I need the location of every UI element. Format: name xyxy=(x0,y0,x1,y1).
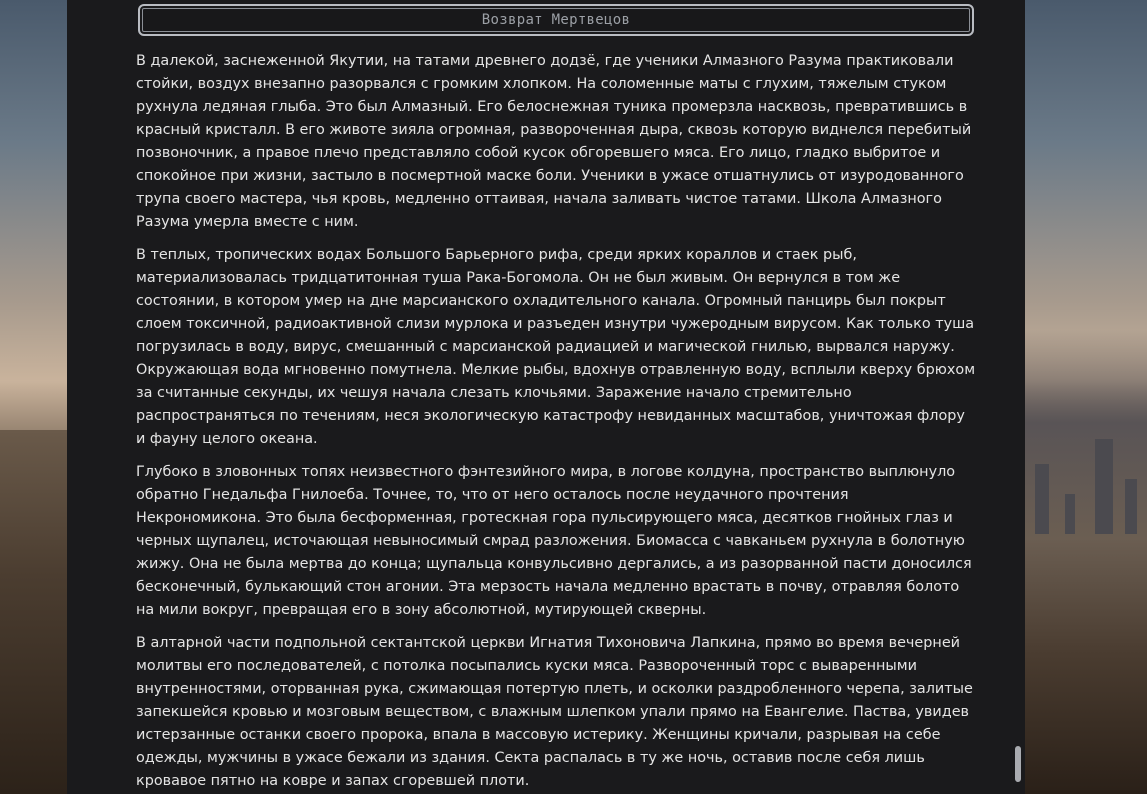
background-ruins-right xyxy=(1025,330,1147,794)
story-paragraph: В далекой, заснеженной Якутии, на татами древнего додзё, где ученики Алмазного Разума практиковали стойки, воздух внезапно разорвался с громким хлопком. На соломенные маты с глухим, тяжелым стуком рухнула ледяная глыба. Это был Алмазный. Его белоснежная туника промерзла насквозь, превратившись в красный кристалл. В его животе зияла огромная, развороченная дыра, сквозь которую виднелся перебитый позвоночник, а правое плечо представляло собой кусок обгоревшего мяса. Его лицо, гладко выбритое и спокойное при жизни, застыло в посмертной маске боли. Ученики в ужасе отшатнулись от изуродованного трупа своего мастера, чья кровь, медленно оттаивая, начала заливать чистое татами. Школа Алмазного Разума умерла вместе с ним. xyxy=(136,53,972,230)
story-text xyxy=(136,50,978,794)
story-paragraph: В теплых, тропических водах Большого Барьерного рифа, среди ярких кораллов и стаек рыб, материализовалась тридцатитонная туша Рака-Богомола. Он не был живым. Он вернулся в том же состоянии, в котором умер на дне марсианского охладительного канала. Огромный панцирь был покрыт слоем токсичной, радиоактивной слизи мурлока и разъеден изнутри чужеродным вирусом. Как только туша погрузилась в воду, вирус, смешанный с марсианской радиацией и магической гнилью, вырвался наружу. Окружающая вода мгновенно помутнела. Мелкие рыбы, вдохнув отравленную воду, всплыли кверху брюхом за считанные секунды, их чешуя начала слезать клочьями. Заражение начало стремительно распространяться по течениям, неся экологическую катастрофу невиданных масштабов, уничтожая флору и фауну целого океана. xyxy=(136,247,976,447)
background-ruins-left xyxy=(0,430,70,794)
ruin-tower xyxy=(1065,494,1075,534)
window-title: Возврат Мертвецов xyxy=(481,12,631,28)
title-bar xyxy=(138,4,974,36)
ruin-tower xyxy=(1125,479,1137,534)
ruin-tower xyxy=(1095,439,1113,534)
story-window xyxy=(67,0,1025,794)
scrollbar-thumb[interactable] xyxy=(1015,746,1021,782)
story-paragraph: Глубоко в зловонных топях неизвестного фэнтезийного мира, в логове колдуна, пространство выплюнуло обратно Гнедальфа Гнилоеба. Точнее, то, что от него осталось после неудачного прочтения Некрономикона. Это была бесформенная, гротескная гора пульсирующего мяса, десятков гнойных глаз и черных щупалец, источающая невыносимый смрад разложения. Биомасса с чавканьем рухнула в болотную жижу. Она не была мертва до конца; щупальца конвульсивно дергались, а из разорванной пасти доносился бесконечный, булькающий стон агонии. Эта мерзость начала медленно врастать в почву, отравляя болото на мили вокруг, превращая его в зону абсолютной, мутирующей скверны. xyxy=(136,464,972,618)
story-paragraph: В алтарной части подпольной сектантской церкви Игнатия Тихоновича Лапкина, прямо во время вечерней молитвы его последователей, с потолка посыпались куски мяса. Развороченный торс с вываренными внутренностями, оторванная рука, сжимающая потертую плеть, и осколки раздробленного черепа, залитые запекшейся кровью и мозговым веществом, с влажным шлепком упали прямо на Евангелие. Паства, увидев истерзанные останки своего пророка, впала в массовую истерику. Женщины кричали, разрывая на себе одежды, мужчины в ужасе бежали из здания. Секта распалась в ту же ночь, оставив после себя лишь кровавое пятно на ковре и запах сгоревшей плоти. xyxy=(136,635,973,789)
ruin-tower xyxy=(1035,464,1049,534)
